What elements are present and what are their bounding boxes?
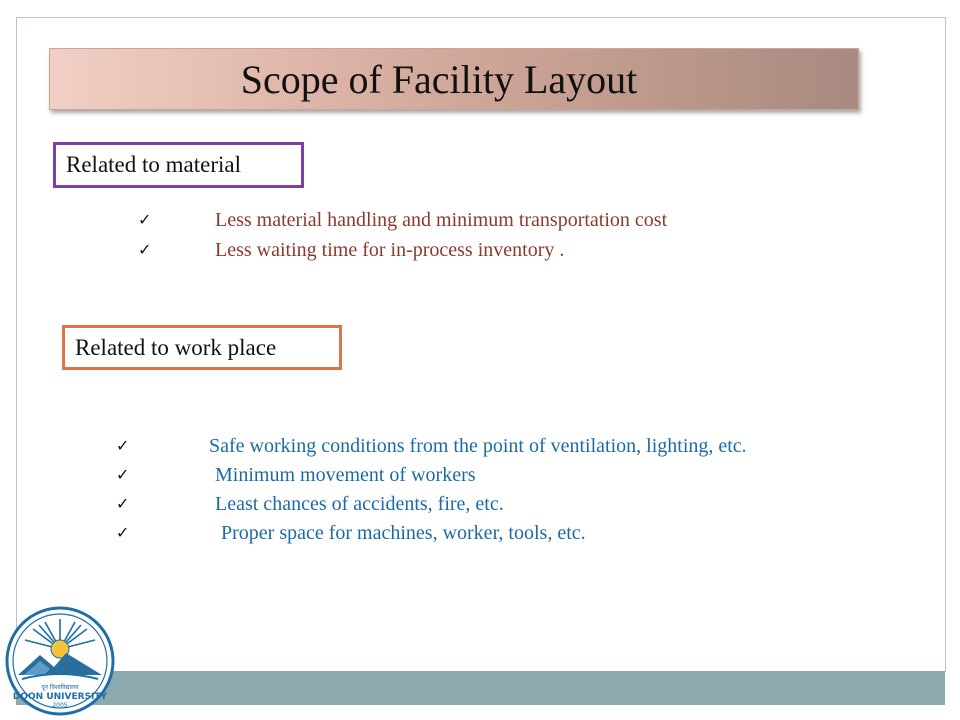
checkmark-icon: ✓ — [138, 240, 152, 259]
checkmark-icon: ✓ — [116, 494, 130, 513]
doon-university-seal-icon — [4, 605, 116, 717]
slide-title: Scope of Facility Layout — [240, 56, 638, 102]
checkmark-icon: ✓ — [116, 465, 130, 484]
list-item-text: Safe working conditions from the point of ventilation, lighting, etc. — [209, 435, 747, 457]
list-item-text: Less waiting time for in-process inventory . — [215, 239, 565, 261]
list-item-text: Least chances of accidents, fire, etc. — [215, 493, 504, 515]
checkmark-icon: ✓ — [116, 436, 130, 455]
section-heading-material — [53, 142, 304, 188]
checkmark-icon: ✓ — [138, 210, 152, 229]
section-heading-work-place-label: Related to work place — [75, 334, 277, 360]
section-heading-material-label: Related to material — [66, 152, 241, 177]
footer-bar — [16, 671, 945, 705]
list-item-text: Less material handling and minimum transportation cost — [215, 209, 668, 231]
logo-text: DOON UNIVERSITY — [12, 692, 108, 702]
logo-year: 2005 — [52, 702, 68, 709]
section-heading-work-place — [62, 325, 342, 370]
svg-text:दून विश्वविद्यालय: दून विश्वविद्यालय — [41, 684, 79, 691]
checkmark-icon: ✓ — [116, 523, 130, 542]
title-banner — [49, 48, 859, 110]
list-item-text: Proper space for machines, worker, tools, etc. — [221, 522, 586, 544]
list-item-text: Minimum movement of workers — [215, 464, 476, 486]
